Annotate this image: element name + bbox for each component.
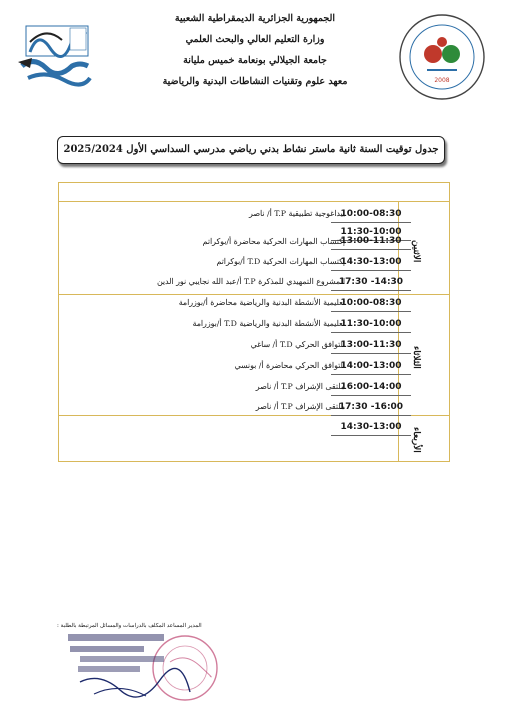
signature-caption: المدير المساعد المكلف بالدراسات والمسائل المرتبطة بالطلبة : bbox=[57, 623, 202, 629]
course-entry: إكتساب المهارات الحركية محاضرة أ/بوكراتم bbox=[202, 237, 345, 246]
course-entry: تعليمية الأنشطة البدنية والرياضية محاضرة أ/بوزرامة bbox=[178, 298, 345, 307]
time-slot: 11:30-10:00 bbox=[331, 316, 411, 333]
time-slot: 10:00-08:30 bbox=[331, 295, 411, 312]
course-entry: المشروع التمهيدي للمذكرة T.P أ/عبد الله نجايبي نور الدين bbox=[156, 277, 345, 286]
header-line: الجمهورية الجزائرية الديمقراطية الشعبية bbox=[174, 13, 336, 24]
time-slot: 10:00-08:30 bbox=[331, 206, 411, 223]
course-entry: بيداغوجية تطبيقية T.P أ/ ناصر bbox=[249, 209, 345, 218]
header-line: جامعة الجيلالي بونعامة خميس مليانة bbox=[183, 55, 327, 66]
time-slot: 13:00-11:30 bbox=[331, 233, 411, 250]
university-logo-icon bbox=[16, 22, 94, 88]
timetable bbox=[58, 182, 450, 462]
time-slot: 14:30-13:00 bbox=[331, 254, 411, 271]
time-slot: 14:00-13:00 bbox=[331, 358, 411, 375]
course-entry: ملتقى الإشراف T.P أ/ ناصر bbox=[255, 382, 345, 391]
schedule-title: جدول توقيت السنة ثانية ماستر نشاط بدني رياضي مدرسي السداسي الأول 2025/2024 bbox=[57, 136, 445, 164]
course-entry: التوافق الحركي محاضرة أ/ بونسي bbox=[234, 361, 345, 370]
day-label-tuesday: الثلاثاء bbox=[411, 345, 421, 369]
course-entry: ملتقى الإشراف T.P أ/ ناصر bbox=[255, 402, 345, 411]
time-slot: 14:30-13:00 bbox=[331, 419, 411, 436]
time-slot: 17:30 -16:00 bbox=[331, 399, 411, 416]
day-label-wednesday: الأربعاء bbox=[411, 427, 421, 453]
svg-text:2008: 2008 bbox=[434, 77, 450, 84]
day-label-monday: الاثنين bbox=[411, 239, 421, 263]
header-line: وزارة التعليم العالي والبحث العلمي bbox=[185, 34, 325, 45]
course-entry: إكتساب المهارات الحركية T.D أ/بوكراتم bbox=[216, 257, 345, 266]
stamp-and-signature-icon bbox=[60, 632, 250, 704]
course-entry: التوافق الحركي T.D أ/ ساغي bbox=[250, 340, 345, 349]
institute-logo-icon bbox=[397, 12, 487, 102]
institution-header bbox=[150, 8, 360, 92]
divider bbox=[59, 201, 449, 202]
header-line: معهد علوم وتقنيات النشاطات البدنية والرياضية bbox=[162, 76, 348, 87]
time-slot: 16:00-14:00 bbox=[331, 379, 411, 396]
time-slot: 11:30-10:00 bbox=[331, 224, 411, 241]
course-entry: تعليمية الأنشطة البدنية والرياضية T.D أ/بوزرامة bbox=[192, 319, 345, 328]
time-slot: 17:30 -14:30 bbox=[331, 274, 411, 291]
time-slot: 13:00-11:30 bbox=[331, 337, 411, 354]
